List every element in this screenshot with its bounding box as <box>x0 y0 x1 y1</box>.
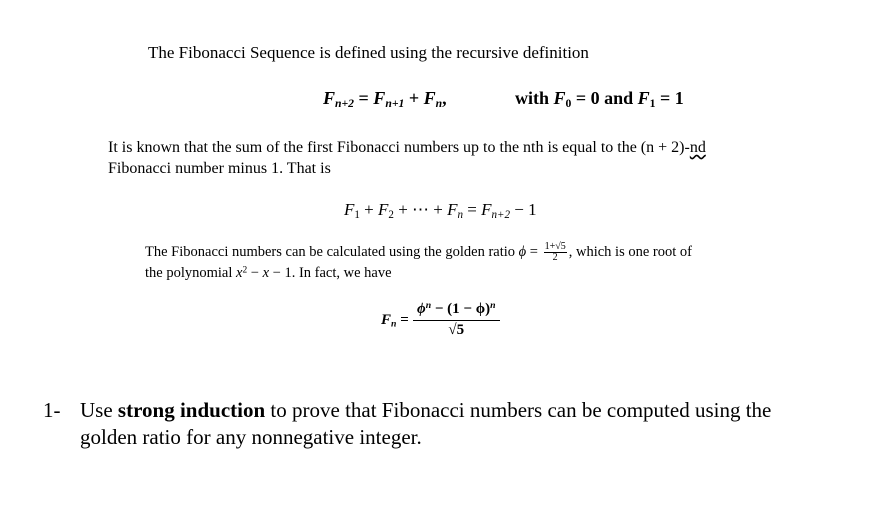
golden-frac-denominator: 2 <box>552 252 558 263</box>
with-word: with <box>515 88 554 108</box>
var-x: x <box>262 265 270 281</box>
golden-equals: = <box>526 243 542 260</box>
eq1-f: F <box>423 88 436 108</box>
question-number: 1- <box>43 398 61 422</box>
eq3-equals: = <box>396 312 409 328</box>
question-line1 <box>80 398 771 423</box>
eq2-plus: + <box>359 200 379 219</box>
polynomial-text-tail: . In fact, we have <box>291 265 392 281</box>
sum-statement-line2: Fibonacci number minus 1. That is <box>108 160 331 177</box>
eq2-plus: + <box>393 200 413 219</box>
binet-numerator <box>413 301 500 321</box>
eq2-sub: 2 <box>388 208 394 221</box>
eq2-f: F <box>447 200 458 219</box>
eq2-plus: + <box>433 200 448 219</box>
sum-identity-equation <box>344 200 537 220</box>
f1-value: = 1 <box>655 88 684 108</box>
eq2-sub: 1 <box>354 208 360 221</box>
eq2-f: F <box>378 200 389 219</box>
eq2-minus-one: − 1 <box>510 200 537 219</box>
binet-exp: n <box>425 300 432 312</box>
eq1-sub: n+1 <box>385 96 405 110</box>
binet-denominator: √5 <box>448 322 465 338</box>
phi-symbol: ϕ <box>518 243 527 260</box>
recursive-definition-equation <box>323 88 447 109</box>
eq1-f: F <box>323 88 336 108</box>
binet-phi: ϕ <box>417 301 426 317</box>
golden-text-tail: , which is one root of <box>568 243 692 260</box>
eq1-f: F <box>637 88 650 108</box>
eq1-sub: 0 <box>565 96 572 110</box>
eq1-equals: = <box>354 88 374 108</box>
eq1-f: F <box>553 88 566 108</box>
initial-conditions <box>515 88 684 109</box>
golden-ratio-line2 <box>145 265 392 282</box>
question-text: Use <box>80 398 118 422</box>
eq3-f: F <box>381 312 392 328</box>
eq1-sub: n <box>435 96 443 110</box>
exponent-2: 2 <box>242 265 248 276</box>
poly-minus-one: − 1 <box>269 265 292 281</box>
eq3-sub: n <box>391 318 397 330</box>
eq2-dots: ⋯ <box>412 200 434 219</box>
golden-ratio-line1 <box>145 242 692 263</box>
eq1-sub: n+2 <box>335 96 355 110</box>
polynomial-text: the polynomial <box>145 265 237 281</box>
eq1-comma: , <box>442 88 447 108</box>
eq1-plus: + <box>404 88 424 108</box>
golden-frac-numerator: 1+√5 <box>544 241 566 252</box>
binet-exp: n <box>490 300 496 312</box>
question-text-rest: to prove that Fibonacci numbers can be computed using the <box>265 398 772 422</box>
eq1-f: F <box>373 88 386 108</box>
sum-ordinal-suffix: nd <box>689 139 706 156</box>
eq2-f: F <box>344 200 355 219</box>
eq1-sub: 1 <box>649 96 656 110</box>
eq2-sub: n <box>457 208 464 221</box>
eq2-equals: = <box>463 200 482 219</box>
question-emphasis: strong induction <box>117 398 266 422</box>
binet-numerator-rest: − (1 − ϕ) <box>431 301 491 317</box>
eq2-f: F <box>481 200 492 219</box>
binet-formula-fraction <box>413 301 500 339</box>
sum-text: It is known that the sum of the first Fibonacci numbers up to the nth is equal to the (n + 2)- <box>108 139 690 156</box>
intro-text: The Fibonacci Sequence is defined using the recursive definition <box>148 43 589 62</box>
golden-ratio-fraction <box>544 242 567 263</box>
sum-statement-line1 <box>108 139 706 157</box>
poly-minus: − <box>247 265 263 281</box>
eq2-sub: n+2 <box>491 208 511 221</box>
binet-lhs <box>381 312 409 329</box>
question-line2: golden ratio for any nonnegative integer. <box>80 425 422 449</box>
var-x: x <box>236 265 243 281</box>
golden-text: The Fibonacci numbers can be calculated using the golden ratio <box>145 243 519 260</box>
f0-value: = 0 and <box>571 88 638 108</box>
